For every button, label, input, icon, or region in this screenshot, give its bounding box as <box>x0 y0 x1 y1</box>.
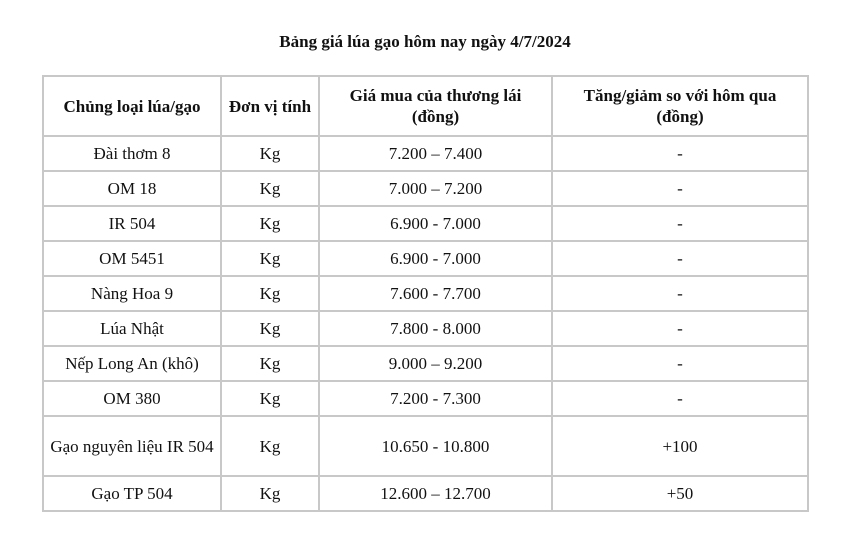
table-row <box>43 416 808 476</box>
cell-unit: Kg <box>221 171 319 206</box>
cell-change: +100 <box>552 416 808 476</box>
cell-unit: Kg <box>221 311 319 346</box>
table-row <box>43 276 808 311</box>
table-row <box>43 476 808 511</box>
cell-price: 9.000 – 9.200 <box>319 346 552 381</box>
cell-rice-type: Lúa Nhật <box>43 311 221 346</box>
cell-price: 7.800 - 8.000 <box>319 311 552 346</box>
cell-price: 7.200 - 7.300 <box>319 381 552 416</box>
cell-change: - <box>552 381 808 416</box>
cell-unit: Kg <box>221 241 319 276</box>
cell-price: 6.900 - 7.000 <box>319 206 552 241</box>
page-title: Bảng giá lúa gạo hôm nay ngày 4/7/2024 <box>279 32 571 51</box>
header-row <box>43 76 808 136</box>
table-row <box>43 346 808 381</box>
header-rice-type: Chủng loại lúa/gạo <box>43 76 221 136</box>
cell-change: - <box>552 346 808 381</box>
cell-rice-type: OM 5451 <box>43 241 221 276</box>
table-row <box>43 381 808 416</box>
cell-rice-type: Nếp Long An (khô) <box>43 346 221 381</box>
cell-rice-type: Nàng Hoa 9 <box>43 276 221 311</box>
cell-rice-type: OM 380 <box>43 381 221 416</box>
cell-unit: Kg <box>221 416 319 476</box>
cell-rice-type: Đài thơm 8 <box>43 136 221 171</box>
cell-price: 12.600 – 12.700 <box>319 476 552 511</box>
cell-rice-type: OM 18 <box>43 171 221 206</box>
cell-price: 7.200 – 7.400 <box>319 136 552 171</box>
cell-rice-type: Gạo nguyên liệu IR 504 <box>43 416 221 476</box>
cell-unit: Kg <box>221 206 319 241</box>
cell-change: +50 <box>552 476 808 511</box>
cell-price: 10.650 - 10.800 <box>319 416 552 476</box>
cell-unit: Kg <box>221 346 319 381</box>
table-row <box>43 311 808 346</box>
cell-change: - <box>552 311 808 346</box>
cell-change: - <box>552 171 808 206</box>
cell-unit: Kg <box>221 381 319 416</box>
table-row <box>43 241 808 276</box>
cell-change: - <box>552 241 808 276</box>
cell-change: - <box>552 276 808 311</box>
cell-unit: Kg <box>221 476 319 511</box>
rice-price-table <box>42 75 809 512</box>
cell-unit: Kg <box>221 136 319 171</box>
table-row <box>43 206 808 241</box>
cell-rice-type: Gạo TP 504 <box>43 476 221 511</box>
cell-unit: Kg <box>221 276 319 311</box>
table-row <box>43 136 808 171</box>
table-row <box>43 171 808 206</box>
cell-change: - <box>552 136 808 171</box>
cell-change: - <box>552 206 808 241</box>
cell-price: 7.000 – 7.200 <box>319 171 552 206</box>
cell-price: 6.900 - 7.000 <box>319 241 552 276</box>
cell-price: 7.600 - 7.700 <box>319 276 552 311</box>
header-unit: Đơn vị tính <box>221 76 319 136</box>
cell-rice-type: IR 504 <box>43 206 221 241</box>
header-trader-price: Giá mua của thương lái (đồng) <box>319 76 552 136</box>
header-change: Tăng/giảm so với hôm qua (đồng) <box>552 76 808 136</box>
